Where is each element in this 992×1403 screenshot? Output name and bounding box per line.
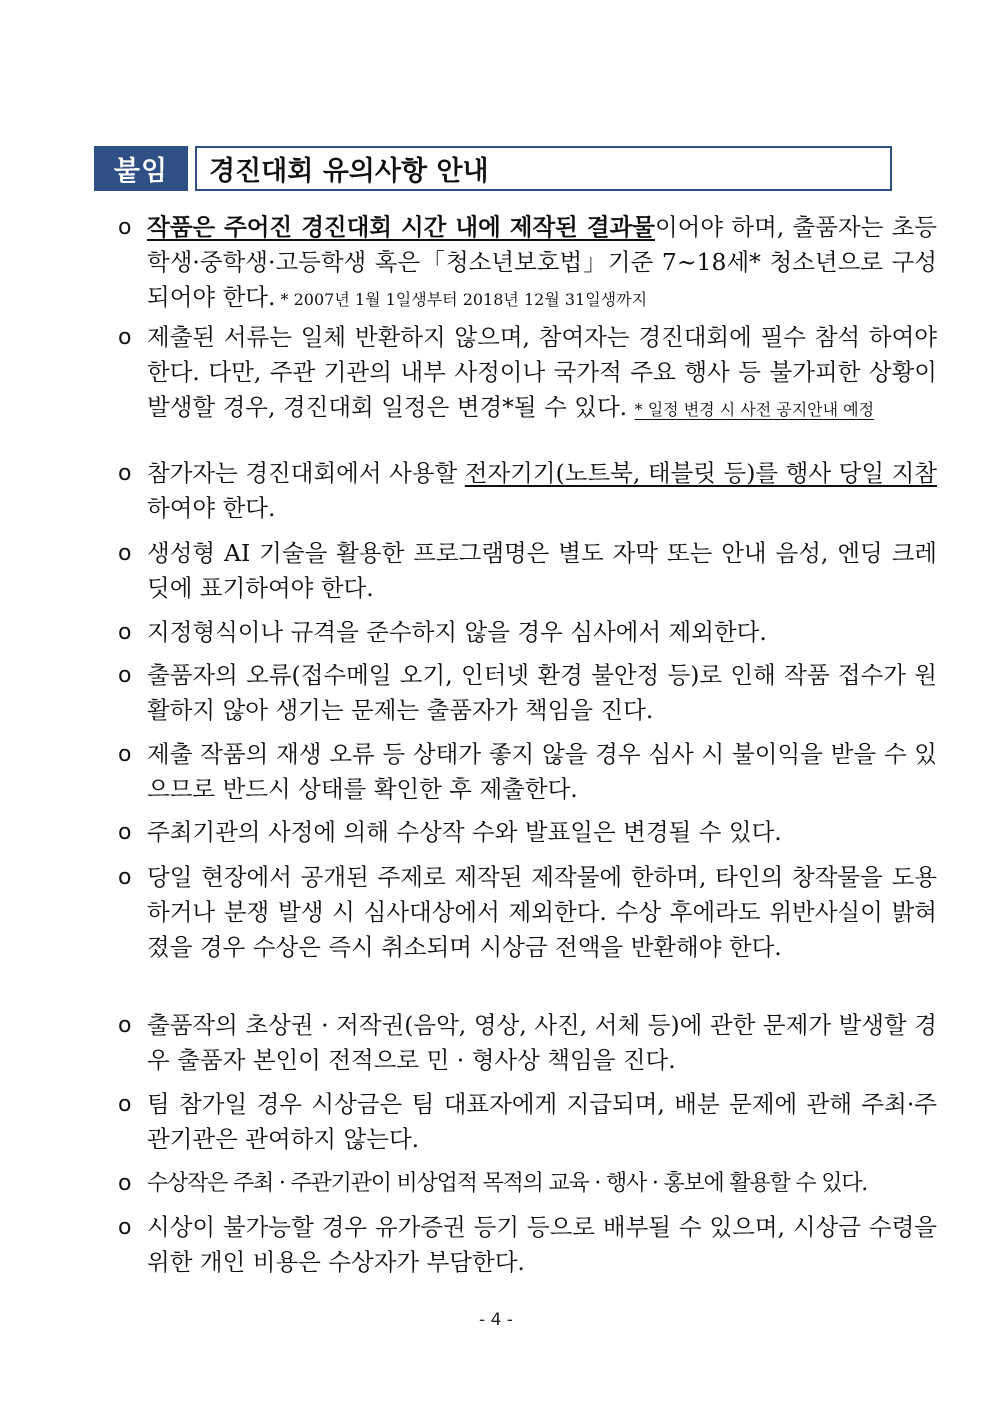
list-item — [112, 1087, 937, 1157]
page-title: 경진대회 유의사항 안내 — [195, 146, 892, 191]
underlined-text: 전자기기(노트북, 태블릿 등)를 행사 당일 지참 — [464, 459, 937, 487]
item-text: 출품작의 초상권 · 저작권(음악, 영상, 사진, 서체 등)에 관한 문제가 발생할 경우 출품자 본인이 전적으로 민 · 형사상 책임을 진다. — [147, 1011, 937, 1074]
list-item — [112, 615, 937, 650]
bullet: o — [118, 325, 132, 350]
item-text: 당일 현장에서 공개된 주제로 제작된 제작물에 한하며, 타인의 창작물을 도용하거나 분쟁 발생 시 심사대상에서 제외한다. 수상 후에라도 위반사실이 밝혀졌을 경우 수상은 즉시 취소되며 시상금 전액을 반환해야 한다. — [147, 863, 937, 961]
item-text: 주최기관의 사정에 의해 수상작 수와 발표일은 변경될 수 있다. — [147, 818, 782, 846]
list-item — [112, 210, 937, 317]
footnote: * 2007년 1월 1일생부터 2018년 12월 31일생까지 — [275, 290, 648, 309]
list-item — [112, 1210, 937, 1280]
emphasis-text: 작품은 주어진 경진대회 시간 내에 제작된 결과물 — [147, 213, 655, 241]
item-text: 팀 참가일 경우 시상금은 팀 대표자에게 지급되며, 배분 문제에 관해 주최·주관기관은 관여하지 않는다. — [147, 1090, 937, 1153]
bullet: o — [118, 865, 132, 890]
item-text: 이어야 하며, 출품자는 초등학생·중학생·고등학생 혹은「청소년보호법」기준 7~18세* 청소년으로 구성되어야 한다. — [147, 213, 938, 311]
item-text: 생성형 AI 기술을 활용한 프로그램명은 별도 자막 또는 안내 음성, 엔딩 크레딧에 표기하여야 한다. — [147, 539, 937, 602]
bullet: o — [118, 620, 132, 645]
list-item — [112, 860, 937, 965]
list-item — [112, 456, 937, 526]
bullet: o — [118, 215, 132, 240]
list-item — [112, 658, 937, 728]
list-item — [112, 737, 937, 807]
bullet: o — [118, 742, 132, 767]
item-text: 제출된 서류는 일체 반환하지 않으며, 참여자는 경진대회에 필수 참석 하여야 한다. 다만, 주관 기관의 내부 사정이나 국가적 주요 행사 등 불가피한 상황이 발생할 경우, 경진대회 일정은 변경*될 수 있다. — [147, 323, 937, 421]
item-text: 하여야 한다. — [147, 494, 276, 522]
bullet: o — [118, 1092, 132, 1117]
item-text: 시상이 불가능할 경우 유가증권 등기 등으로 배부될 수 있으며, 시상금 수령을 위한 개인 비용은 수상자가 부담한다. — [147, 1213, 937, 1276]
list-item — [112, 320, 937, 427]
list-item — [112, 1008, 937, 1078]
page-header — [94, 146, 892, 191]
footnote: * 일정 변경 시 사전 공지안내 예정 — [634, 400, 875, 419]
list-item — [112, 536, 937, 606]
bullet: o — [118, 461, 132, 486]
bullet: o — [118, 820, 132, 845]
item-text: 제출 작품의 재생 오류 등 상태가 좋지 않을 경우 심사 시 불이익을 받을 수 있으므로 반드시 상태를 확인한 후 제출한다. — [147, 740, 937, 803]
bullet: o — [118, 1013, 132, 1038]
bullet: o — [118, 541, 132, 566]
bullet: o — [118, 1171, 131, 1196]
item-text: 수상작은 주최 · 주관기관이 비상업적 목적의 교육 · 행사 · 홍보에 활용할 수 있다. — [147, 1171, 868, 1196]
list-item — [112, 1166, 937, 1201]
attachment-tag: 붙임 — [94, 146, 188, 191]
item-text: 지정형식이나 규격을 준수하지 않을 경우 심사에서 제외한다. — [147, 618, 767, 646]
list-item — [112, 815, 937, 850]
item-text: 참가자는 경진대회에서 사용할 — [147, 459, 465, 487]
bullet: o — [118, 663, 132, 688]
page-number: - 4 - — [479, 1310, 513, 1330]
bullet: o — [118, 1215, 132, 1240]
item-text: 출품자의 오류(접수메일 오기, 인터넷 환경 불안정 등)로 인해 작품 접수가 원활하지 않아 생기는 문제는 출품자가 책임을 진다. — [147, 661, 937, 724]
